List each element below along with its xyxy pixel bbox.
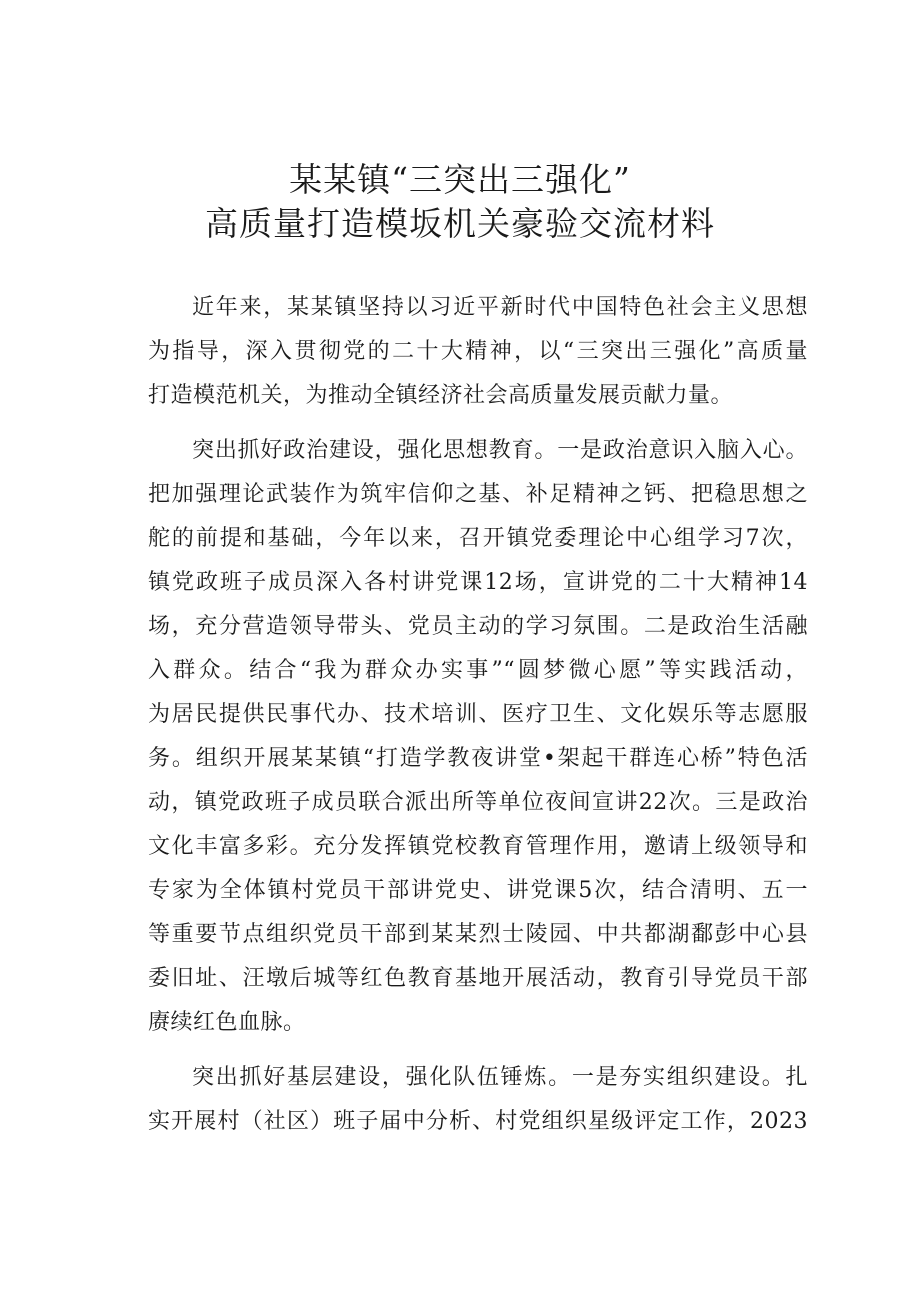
text-line: 突出抓好政治建设，强化思想教育。一是政治意识入脑入心。 bbox=[192, 438, 808, 463]
paragraph-grassroots-building bbox=[148, 1056, 808, 1144]
paragraph-political-building bbox=[148, 429, 808, 1045]
text-line: 镇党政班子成员深入各村讲党课12场，宣讲党的二十大精神14 bbox=[148, 570, 808, 595]
text-line: 入群众。结合“我为群众办实事”“圆梦微心愿”等实践活动， bbox=[148, 658, 808, 683]
text-line: 突出抓好基层建设，强化队伍锤炼。一是夯实组织建设。扎 bbox=[192, 1065, 808, 1090]
text-line: 专家为全体镇村党员干部讲党史、讲党课5次，结合清明、五一 bbox=[148, 878, 808, 903]
paragraph-intro bbox=[148, 286, 808, 418]
text-line: 动，镇党政班子成员联合派出所等单位夜间宣讲22次。三是政治 bbox=[148, 790, 808, 815]
text-line: 务。组织开展某某镇“打造学教夜讲堂•架起干群连心桥”特色活 bbox=[148, 746, 808, 771]
text-line: 近年来，某某镇坚持以习近平新时代中国特色社会主义思想 bbox=[192, 295, 808, 320]
text-line: 把加强理论武装作为筑牢信仰之基、补足精神之钙、把稳思想之 bbox=[148, 482, 808, 507]
text-line: 场，充分营造领导带头、党员主动的学习氛围。二是政治生活融 bbox=[148, 614, 808, 639]
text-line: 等重要节点组织党员干部到某某烈士陵园、中共都湖鄱彭中心县 bbox=[148, 922, 808, 947]
text-line: 为居民提供民事代办、技术培训、医疗卫生、文化娱乐等志愿服 bbox=[148, 702, 808, 727]
paragraph-gap bbox=[148, 418, 808, 429]
text-line: 委旧址、汪墩后城等红色教育基地开展活动，教育引导党员干部 bbox=[148, 966, 808, 991]
text-line: 打造模范机关，为推动全镇经济社会高质量发展贡献力量。 bbox=[148, 383, 734, 408]
document-body bbox=[148, 286, 808, 1144]
document-title-line-1: 某某镇“三突出三强化” bbox=[289, 160, 631, 199]
text-line: 舵的前提和基础，今年以来，召开镇党委理论中心组学习7次， bbox=[148, 526, 808, 551]
text-line: 实开展村（社区）班子届中分析、村党组织星级评定工作，2023 bbox=[148, 1109, 808, 1134]
document-title-line-2: 高质量打造模坂机关豪验交流材料 bbox=[205, 204, 715, 243]
paragraph-gap bbox=[148, 1045, 808, 1056]
text-line: 为指导，深入贯彻党的二十大精神，以“三突出三强化”高质量 bbox=[148, 339, 808, 364]
text-line: 赓续红色血脉。 bbox=[148, 1010, 306, 1035]
text-line: 文化丰富多彩。充分发挥镇党校教育管理作用，邀请上级领导和 bbox=[148, 834, 808, 859]
